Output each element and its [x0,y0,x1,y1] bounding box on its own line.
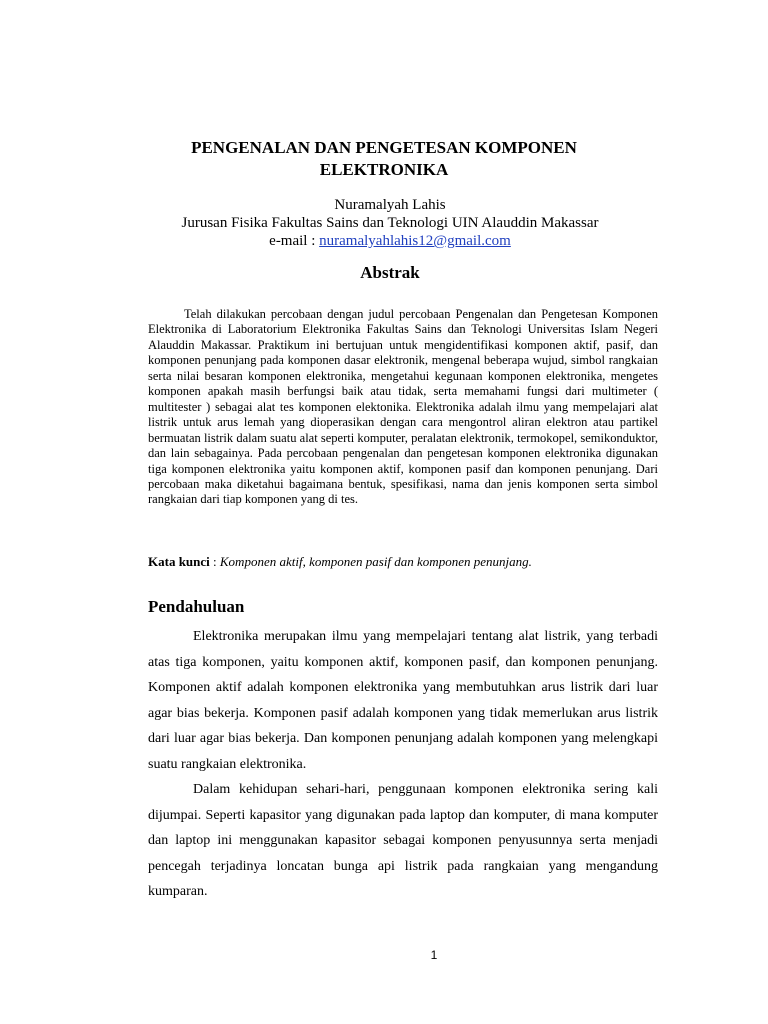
introduction-body [148,624,658,905]
section-heading-introduction: Pendahuluan [148,597,245,616]
keywords-line [148,554,668,570]
author-block [0,196,768,250]
author-contact [0,232,768,250]
email-link[interactable]: nuramalyahlahis12@gmail.com [319,233,511,249]
abstract-heading: Abstrak [360,263,420,282]
page-number: 1 [430,948,438,962]
title-line-2: ELEKTRONIKA [319,160,449,179]
email-label: e-mail : [269,233,320,249]
author-name: Nuramalyah Lahis [334,197,446,213]
keywords-text: Komponen aktif, komponen pasif dan komponen penunjang. [219,554,532,569]
paper-title [0,137,768,181]
introduction-paragraph: Elektronika merupakan ilmu yang mempelajari tentang alat listrik, yang terbadi atas tiga komponen, yaitu komponen aktif, komponen pasif, dan komponen penunjang. Komponen aktif adalah komponen elektronika yang membutuhkan arus listrik dari luar agar bias bekerja. Komponen pasif adalah komponen yang tidak memerlukan arus listrik dari luar agar bias bekerja. Dan komponen penunjang adalah komponen yang melengkapi suatu rangkaian elektronika. [148,629,658,772]
keywords-label: Kata kunci [148,554,210,569]
abstract-text: Telah dilakukan percobaan dengan judul percobaan Pengenalan dan Pengetesan Komponen Elektronika di Laboratorium Elektronika Fakultas Sains dan Teknologi Universitas Islam Negeri Alauddin Makassar. Praktikum ini bertujuan untuk mengidentifikasi komponen aktif, pasif, dan komponen penunjang pada komponen dasar elektronik, mengenal beberapa wujud, simbol rangkaian serta nilai besaran komponen elektronika, mengetahui kegunaan komponen elektronika, mengetes komponen apakah masih berfungsi baik atau tidak, serta memahami fungsi dari multimeter ( multitester ) sebagai alat tes komponen elektonika. Elektronika adalah ilmu yang mempelajari alat listrik untuk arus lemah yang dioperasikan dengan cara mengontrol aliran elektron atau partikel bermuatan listrik dalam suatu alat seperti komputer, peralatan elektronik, termokopel, semikonduktor, dan lain sebagainya. Pada percobaan pengenalan dan pengetesan komponen elektronika digunakan tiga komponen elektronika yaitu komponen aktif, komponen pasif dan komponen penunjang. Dari percobaan maka diketahui bagaimana bentuk, spesifikasi, nama dan jenis komponen serta simbol rangkaian dari tiap komponen yang di tes. [148,307,658,507]
introduction-paragraph: Dalam kehidupan sehari-hari, penggunaan komponen elektronika sering kali dijumpai. Seperti kapasitor yang digunakan pada laptop dan komputer, di mana komputer dan laptop ini menggunakan kapasitor sebagai komponen penyusunnya serta menjadi pencegah terjadinya loncatan bunga api listrik pada rangkaian yang mengandung kumparan. [148,782,658,899]
author-affiliation: Jurusan Fisika Fakultas Sains dan Teknologi UIN Alauddin Makassar [181,215,599,231]
keywords-separator: : [209,554,220,569]
title-line-1: PENGENALAN DAN PENGETESAN KOMPONEN [191,138,577,157]
